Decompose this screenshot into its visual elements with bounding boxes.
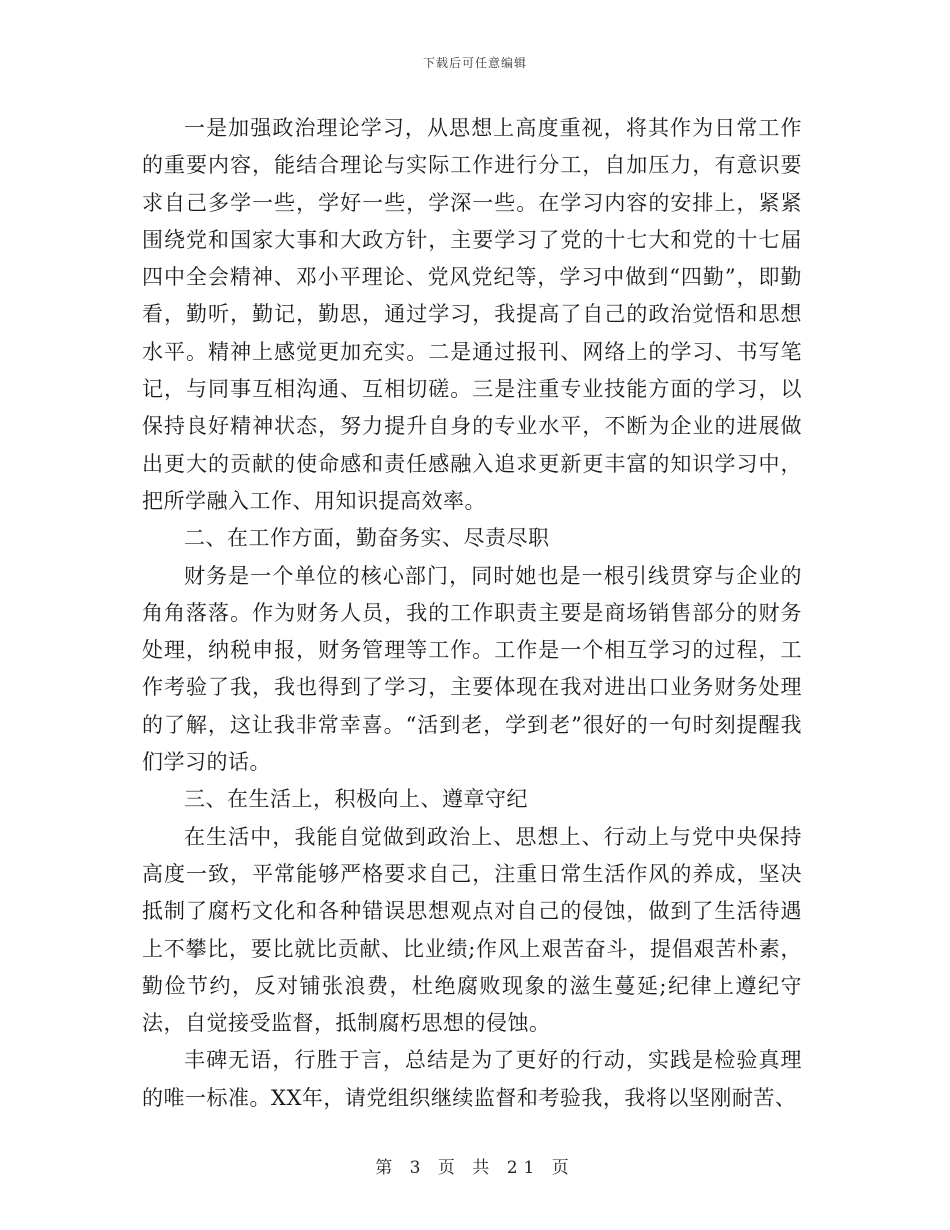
section-heading-life: 三、在生活上，积极向上、遵章守纪 bbox=[184, 787, 528, 812]
paragraph-finance-work: 财务是一个单位的核心部门，同时她也是一根引线贯穿与企业的角角落落。作为财务人员，我的工作职责主要是商场销售部分的财务处理，纳税申报，财务管理等工作。工作是一个相互学习的过程，工作考验了我，我也得到了学习，主要体现在我对进出口业务财务处理的了解，这让我非常幸喜。“活到老，学到老”很好的一句时刻提醒我们学习的话。 bbox=[142, 563, 802, 775]
paragraph-life-conduct: 在生活中，我能自觉做到政治上、思想上、行动上与党中央保持高度一致，平常能够严格要求自己，注重日常生活作风的养成，坚决抵制了腐朽文化和各种错误思想观点对自己的侵蚀，做到了生活待遇上不攀比，要比就比贡献、比业绩;作风上艰苦奋斗，提倡艰苦朴素，勤俭节约，反对铺张浪费，杜绝腐败现象的滋生蔓延;纪律上遵纪守法，自觉接受监督，抵制腐朽思想的侵蚀。 bbox=[142, 824, 802, 1036]
paragraph-conclusion: 丰碑无语，行胜于言，总结是为了更好的行动，实践是检验真理的唯一标准。XX年，请党组织继续监督和考验我，我将以坚刚耐苦、 bbox=[142, 1048, 802, 1110]
header-note: 下载后可任意编辑 bbox=[422, 56, 527, 70]
page-number: 第 3 页 共 21 页 bbox=[375, 1158, 575, 1178]
document-body bbox=[142, 110, 802, 1117]
paragraph-political-study: 一是加强政治理论学习，从思想上高度重视，将其作为日常工作的重要内容，能结合理论与实际工作进行分工，自加压力，有意识要求自己多学一些，学好一些，学深一些。在学习内容的安排上，紧紧围绕党和国家大事和大政方针，主要学习了党的十七大和党的十七届四中全会精神、邓小平理论、党风党纪等，学习中做到“四勤”，即勤看，勤听，勤记，勤思，通过学习，我提高了自己的政治觉悟和思想水平。精神上感觉更加充实。二是通过报刊、网络上的学习、书写笔记，与同事互相沟通、互相切磋。三是注重专业技能方面的学习，以保持良好精神状态，努力提升自身的专业水平，不断为企业的进展做出更大的贡献的使命感和责任感融入追求更新更丰富的知识学习中，把所学融入工作、用知识提高效率。 bbox=[142, 116, 802, 513]
section-heading-work: 二、在工作方面，勤奋务实、尽责尽职 bbox=[184, 526, 550, 551]
